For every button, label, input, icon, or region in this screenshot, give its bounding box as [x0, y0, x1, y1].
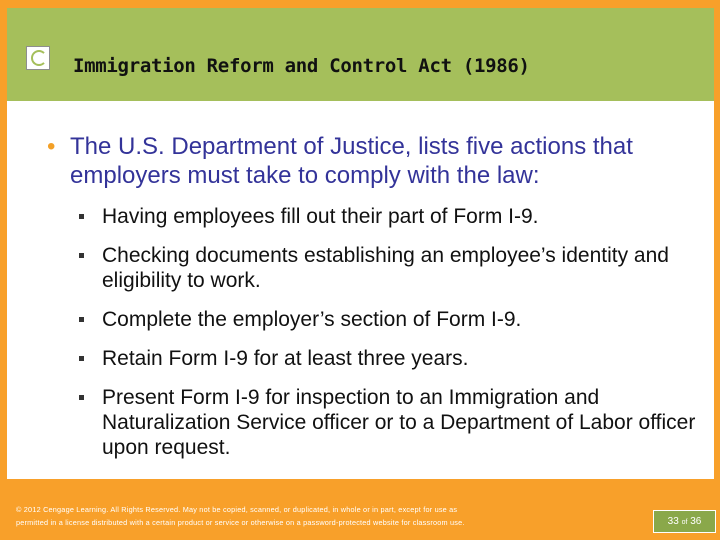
- square-bullet-icon: [79, 395, 84, 400]
- sub-bullet-text: Present Form I-9 for inspection to an Immigration and Naturalization Service officer or to a Department of Labor officer upon request.: [102, 386, 696, 459]
- copyright-notice: [16, 503, 556, 529]
- copyright-line: permitted in a license distributed with a certain product or service or otherwise on a password-protected website for classroom use.: [16, 518, 465, 527]
- sub-bullet: [77, 385, 697, 460]
- title-bar: [7, 8, 714, 101]
- main-bullet: [30, 132, 690, 190]
- slide-content: [7, 101, 714, 479]
- bullet-dot-icon: •: [47, 133, 56, 160]
- sub-bullet: [77, 307, 697, 332]
- slide-marker-icon: [26, 46, 50, 70]
- sub-bullet-text: Complete the employer’s section of Form I-9.: [102, 308, 522, 331]
- page-total: 36: [690, 516, 702, 527]
- slide-title: Immigration Reform and Control Act (1986): [73, 55, 530, 77]
- square-bullet-icon: [79, 253, 84, 258]
- main-bullet-text: The U.S. Department of Justice, lists five actions that employers must take to comply with the law:: [70, 133, 633, 189]
- square-bullet-icon: [79, 317, 84, 322]
- page-current: 33: [667, 516, 679, 527]
- sub-bullet-text: Checking documents establishing an employee’s identity and eligibility to work.: [102, 244, 669, 292]
- square-bullet-icon: [79, 356, 84, 361]
- footer: [7, 479, 714, 534]
- sub-bullet: [77, 346, 697, 371]
- sub-bullet-text: Having employees fill out their part of Form I-9.: [102, 205, 539, 228]
- sub-bullet-text: Retain Form I-9 for at least three years.: [102, 347, 469, 370]
- square-bullet-icon: [79, 214, 84, 219]
- sub-bullet: [77, 204, 697, 229]
- copyright-line: © 2012 Cengage Learning. All Rights Reserved. May not be copied, scanned, or duplicated, in whole or in part, except for use as: [16, 505, 458, 514]
- sub-bullet-list: [77, 204, 697, 474]
- page-number-badge: [653, 510, 716, 533]
- page-of: of: [681, 519, 688, 526]
- sub-bullet: [77, 243, 697, 293]
